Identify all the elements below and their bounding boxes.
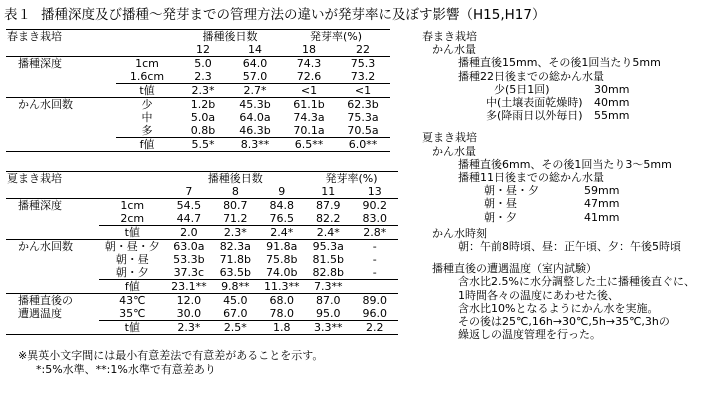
cell: 46.3b <box>239 124 271 137</box>
summer-table <box>6 171 398 335</box>
cell: 81.5b <box>312 253 344 266</box>
table-row <box>6 212 398 226</box>
cell: 91.8a <box>266 240 298 253</box>
total-value: 40mm <box>594 96 630 110</box>
cell: 37.3c <box>173 266 205 279</box>
spring-rate-header: 発芽率(%) <box>282 30 390 44</box>
cell: 64.0a <box>239 111 271 124</box>
total-value: 59mm <box>584 184 620 198</box>
total-value: 55mm <box>594 109 630 123</box>
table-row <box>6 98 390 112</box>
watering-time-text: 朝：午前8時頃、昼：正午頃、夕：午後5時頃 <box>458 240 681 254</box>
cell: 2.7* <box>228 84 282 98</box>
spring-water-label: かん水回数 <box>18 98 73 111</box>
method-notes <box>422 30 695 341</box>
spring-section-label: 春まき栽培 <box>6 30 116 44</box>
summer-day: 7 <box>166 185 212 199</box>
spring-total-row <box>422 96 695 109</box>
cell: <1 <box>336 84 390 98</box>
cell: 0.8b <box>190 124 216 137</box>
total-label: 朝・昼・夕 <box>484 184 539 198</box>
spring-water-line-1: 播種直後15mm、その後1回当たり5mm <box>458 56 661 70</box>
row-label: f値 <box>116 138 178 152</box>
summer-total-row <box>422 211 695 224</box>
temp-test-line: 繰返しの温度管理を行った。 <box>458 328 601 342</box>
cell: 2.4* <box>305 226 351 240</box>
cell: 67.0 <box>223 307 248 320</box>
summer-section-label: 夏まき栽培 <box>6 172 99 186</box>
cell: 87.0 <box>316 294 341 307</box>
cell: 70.5a <box>347 124 379 137</box>
summer-days-header: 播種後日数 <box>166 172 305 186</box>
table-number: 表１ <box>4 7 31 23</box>
table-row <box>6 111 390 124</box>
temp-test-line: その後は25℃,16h→30℃,5h→35℃,3hの <box>458 315 670 329</box>
cell: 11.3** <box>259 280 305 294</box>
cell: 75.3 <box>350 57 376 70</box>
cell: 2.8* <box>351 226 398 240</box>
row-label: 朝・昼 <box>115 253 149 266</box>
table-row <box>6 307 398 321</box>
spring-total-row <box>422 109 695 122</box>
cell: 82.2 <box>316 212 341 225</box>
cell: 2.5* <box>212 321 258 335</box>
cell: 78.0 <box>269 307 295 320</box>
spring-depth-label: 播種深度 <box>18 57 62 70</box>
temp-test-title: 播種直後の遭遇温度（室内試験） <box>432 262 597 276</box>
cell: 5.5* <box>178 138 228 152</box>
cell: 63.0a <box>173 240 205 253</box>
cell: 90.2 <box>362 199 387 212</box>
total-label: 中(土壌表面乾燥時) <box>486 96 583 110</box>
total-label: 少(5日1回) <box>494 82 550 96</box>
cell: 71.2 <box>223 212 248 225</box>
spring-table <box>6 29 390 152</box>
cell: 2.3* <box>212 226 258 240</box>
cell: 45.3b <box>239 98 271 111</box>
table-row <box>6 253 398 266</box>
spring-total-row <box>422 83 695 96</box>
cell: 2.0 <box>166 226 212 240</box>
summer-water-title: かん水量 <box>432 144 476 158</box>
summer-water-line-1: 播種直後6mm、その後1回当たり3〜5mm <box>458 157 672 171</box>
cell: 96.0 <box>362 307 387 320</box>
cell: <1 <box>282 84 336 98</box>
cell: 2.3* <box>166 321 212 335</box>
cell: 95.0 <box>316 307 341 320</box>
cell: 5.0 <box>194 57 212 70</box>
summer-day: 8 <box>212 185 258 199</box>
spring-water-title: かん水量 <box>432 43 476 57</box>
cell: 74.3 <box>296 57 322 70</box>
cell: 89.0 <box>362 294 387 307</box>
row-label: 少 <box>141 98 153 111</box>
spring-water-line-2: 播種22日後までの総かん水量 <box>458 69 604 83</box>
summer-water-label: かん水回数 <box>18 240 73 253</box>
table-row <box>6 84 390 98</box>
cell: 64.0 <box>242 57 268 70</box>
summer-temp-label-2: 遭遇温度 <box>18 307 62 321</box>
table-row <box>6 240 398 254</box>
table-row <box>6 57 390 71</box>
cell: 2.2 <box>351 321 398 335</box>
summer-day: 11 <box>305 185 351 199</box>
cell: 2.3 <box>194 70 212 83</box>
table-notes <box>18 349 323 377</box>
spring-days-header: 播種後日数 <box>178 30 282 44</box>
watering-time-title: かん水時刻 <box>432 226 487 240</box>
table-row <box>6 280 398 294</box>
table-row <box>6 294 398 308</box>
cell: 3.3** <box>305 321 351 335</box>
row-label: 朝・夕 <box>115 266 149 279</box>
cell: 71.8b <box>219 253 252 266</box>
cell: 75.3a <box>347 111 379 124</box>
cell: 73.2 <box>350 70 376 83</box>
row-label: 43℃ <box>119 294 146 307</box>
note-significance: ※異英小文字間には最小有意差法で有意差があることを示す。 <box>18 349 324 362</box>
total-label: 朝・昼 <box>484 197 517 211</box>
table-row <box>6 321 398 335</box>
cell: 53.3b <box>173 253 205 266</box>
temp-test-line: 含水比10%となるようにかん水を実施。 <box>458 301 659 315</box>
cell: 63.5b <box>219 266 252 279</box>
table-row <box>6 226 398 240</box>
cell: 70.1a <box>293 124 325 137</box>
cell: 6.5** <box>282 138 336 152</box>
summer-day: 9 <box>259 185 305 199</box>
cell: 83.0 <box>362 212 387 225</box>
total-value: 30mm <box>594 82 630 96</box>
cell: 12.0 <box>176 294 202 307</box>
cell: 61.1b <box>293 98 325 111</box>
summer-water-line-2: 播種11日後までの総かん水量 <box>458 171 604 185</box>
cell: 30.0 <box>176 307 202 320</box>
table-row <box>6 199 398 213</box>
cell: 80.7 <box>223 199 248 212</box>
cell: 6.0** <box>336 138 390 152</box>
total-label: 多(降雨日以外毎日) <box>486 109 583 123</box>
cell: 82.3a <box>219 240 251 253</box>
row-label: f値 <box>99 280 166 294</box>
total-value: 47mm <box>584 197 620 211</box>
row-label: 1.6cm <box>129 70 165 83</box>
row-label: 1cm <box>120 199 145 212</box>
cell: 44.7 <box>176 212 202 225</box>
row-label: 35℃ <box>119 307 146 320</box>
table-row <box>6 266 398 280</box>
cell: 57.0 <box>242 70 268 83</box>
cell: - <box>372 240 377 253</box>
cell: 74.3a <box>293 111 325 124</box>
cell: 74.0b <box>266 266 298 279</box>
spring-day: 22 <box>336 43 390 57</box>
cell: 7.3** <box>305 280 351 294</box>
summer-method-title: 夏まき栽培 <box>422 131 477 145</box>
cell: 45.0 <box>223 294 248 307</box>
cell: 76.5 <box>269 212 295 225</box>
row-label: 朝・昼・夕 <box>104 240 160 253</box>
cell: 95.3a <box>312 240 344 253</box>
cell: - <box>372 253 377 266</box>
summer-total-row <box>422 184 695 197</box>
cell: 84.8 <box>269 199 295 212</box>
summer-day: 13 <box>351 185 398 199</box>
summer-total-row <box>422 197 695 210</box>
cell: 54.5 <box>176 199 202 212</box>
summer-temp-label-1: 播種直後の <box>18 294 73 307</box>
table-title <box>4 3 555 23</box>
spring-day: 14 <box>228 43 282 57</box>
cell: 23.1** <box>166 280 212 294</box>
note-levels: *:5%水準、**:1%水準で有意差あり <box>36 363 216 376</box>
row-label: t値 <box>116 84 178 98</box>
table-caption: 播種深度及び播種〜発芽までの管理方法の違いが発芽率に及ぼす影響（H15,H17） <box>41 7 546 23</box>
cell: 9.8** <box>212 280 258 294</box>
spring-day: 18 <box>282 43 336 57</box>
cell: - <box>372 266 377 279</box>
total-label: 朝・夕 <box>484 210 517 224</box>
summer-depth-label: 播種深度 <box>18 199 62 212</box>
row-label: 1cm <box>135 57 159 70</box>
table-row <box>6 124 390 138</box>
spring-day: 12 <box>178 43 228 57</box>
table-row <box>6 70 390 84</box>
cell: 62.3b <box>347 98 379 111</box>
cell: 72.6 <box>296 70 322 83</box>
temp-test-line: 1時間各々の温度にあわせた後、 <box>458 288 619 302</box>
cell: 82.8b <box>312 266 344 279</box>
row-label: t値 <box>99 226 166 240</box>
total-value: 41mm <box>584 210 620 224</box>
cell: 75.8b <box>266 253 298 266</box>
cell: 2.4* <box>259 226 305 240</box>
cell: 1.2b <box>190 98 216 111</box>
row-label: t値 <box>99 321 166 335</box>
cell: 2.3* <box>178 84 228 98</box>
cell: 1.8 <box>259 321 305 335</box>
cell: 87.9 <box>316 199 341 212</box>
row-label: 多 <box>141 124 153 137</box>
temp-test-line: 含水比2.5%に水分調整した土に播種後直ぐに、 <box>458 275 695 289</box>
cell: 8.3** <box>228 138 282 152</box>
cell <box>351 280 398 294</box>
table-row <box>6 138 390 152</box>
cell: 68.0 <box>269 294 295 307</box>
cell: 5.0a <box>190 111 216 124</box>
row-label: 中 <box>141 111 153 124</box>
summer-rate-header: 発芽率(%) <box>305 172 398 186</box>
spring-method-title: 春まき栽培 <box>422 30 477 43</box>
row-label: 2cm <box>120 212 145 225</box>
